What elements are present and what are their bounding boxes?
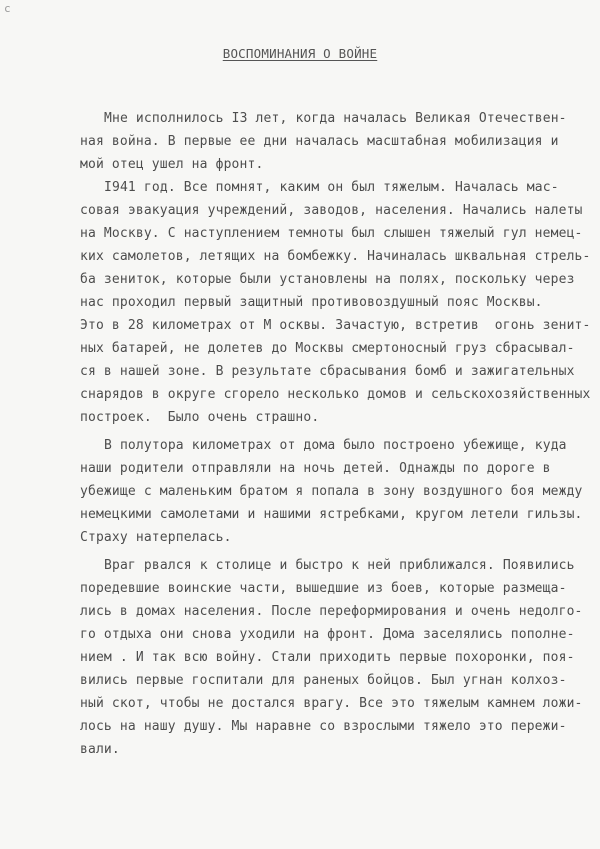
text-line: снарядов в округе сгорело несколько домов и сельскохозяйственных [80,387,591,402]
text-line: построек. Было очень страшно. [80,410,320,425]
text-line: Это в 28 километрах от М осквы. Зачастую, встретив огонь зенит- [80,318,591,333]
text-line: совая эвакуация учреждений, заводов, населения. Начались налеты [80,203,583,218]
text-line: I941 год. Все помнят, каким он был тяжелым. Началась мас- [104,180,559,195]
text-line: убежище с маленьким братом я попала в зону воздушного боя между [80,484,583,499]
text-line: лись в домах населения. После переформирования и очень недолго- [80,604,583,619]
text-line: наши родители отправляли на ночь детей. Однажды по дороге в [80,461,551,476]
text-line: немецкими самолетами и нашими ястребками, кругом летели гильзы. [80,507,583,522]
text-line: го отдыха они снова уходили на фронт. Дома заселялись пополне- [80,627,575,642]
text-line: Страху натерпелась. [80,530,232,545]
page-title: ВОСПОМИНАНИЯ О ВОЙНЕ [222,46,378,61]
text-line: вали. [80,742,120,757]
text-line: ная война. В первые ее дни началась масштабная мобилизация и [80,134,559,149]
text-line: ный скот, чтобы не достался врагу. Все это тяжелым камнем ложи- [80,696,583,711]
text-line: мой отец ушел на фронт. [80,157,264,172]
text-line: Мне исполнилось I3 лет, когда началась Великая Отечествен- [104,111,567,126]
text-line: поредевшие воинские части, вышедшие из боев, которые размеща- [80,581,567,596]
text-line: В полутора километрах от дома было построено убежище, куда [104,438,567,453]
text-line: ся в нашей зоне. В результате сбрасывания бомб и зажигательных [80,364,575,379]
text-line: вились первые госпитали для раненых бойцов. Был угнан колхоз- [80,673,567,688]
text-line: ких самолетов, летящих на бомбежку. Начиналась шквальная стрель- [80,249,591,264]
text-line: Враг рвался к столице и быстро к ней приближался. Появились [104,558,575,573]
text-line: нием . И так всю войну. Стали приходить первые похоронки, поя- [80,650,575,665]
text-line: ных батарей, не долетев до Москвы смертоносный груз сбрасывал- [80,341,575,356]
text-line: нас проходил первый защитный противовоздушный пояс Москвы. [80,295,543,310]
text-line: ба зениток, которые были установлены на полях, поскольку через [80,272,575,287]
corner-mark: c [4,2,11,15]
text-line: лось на нашу душу. Мы наравне со взрослыми тяжело это пережи- [80,719,567,734]
text-line: на Москву. С наступлением темноты был слышен тяжелый гул немец- [80,226,583,241]
